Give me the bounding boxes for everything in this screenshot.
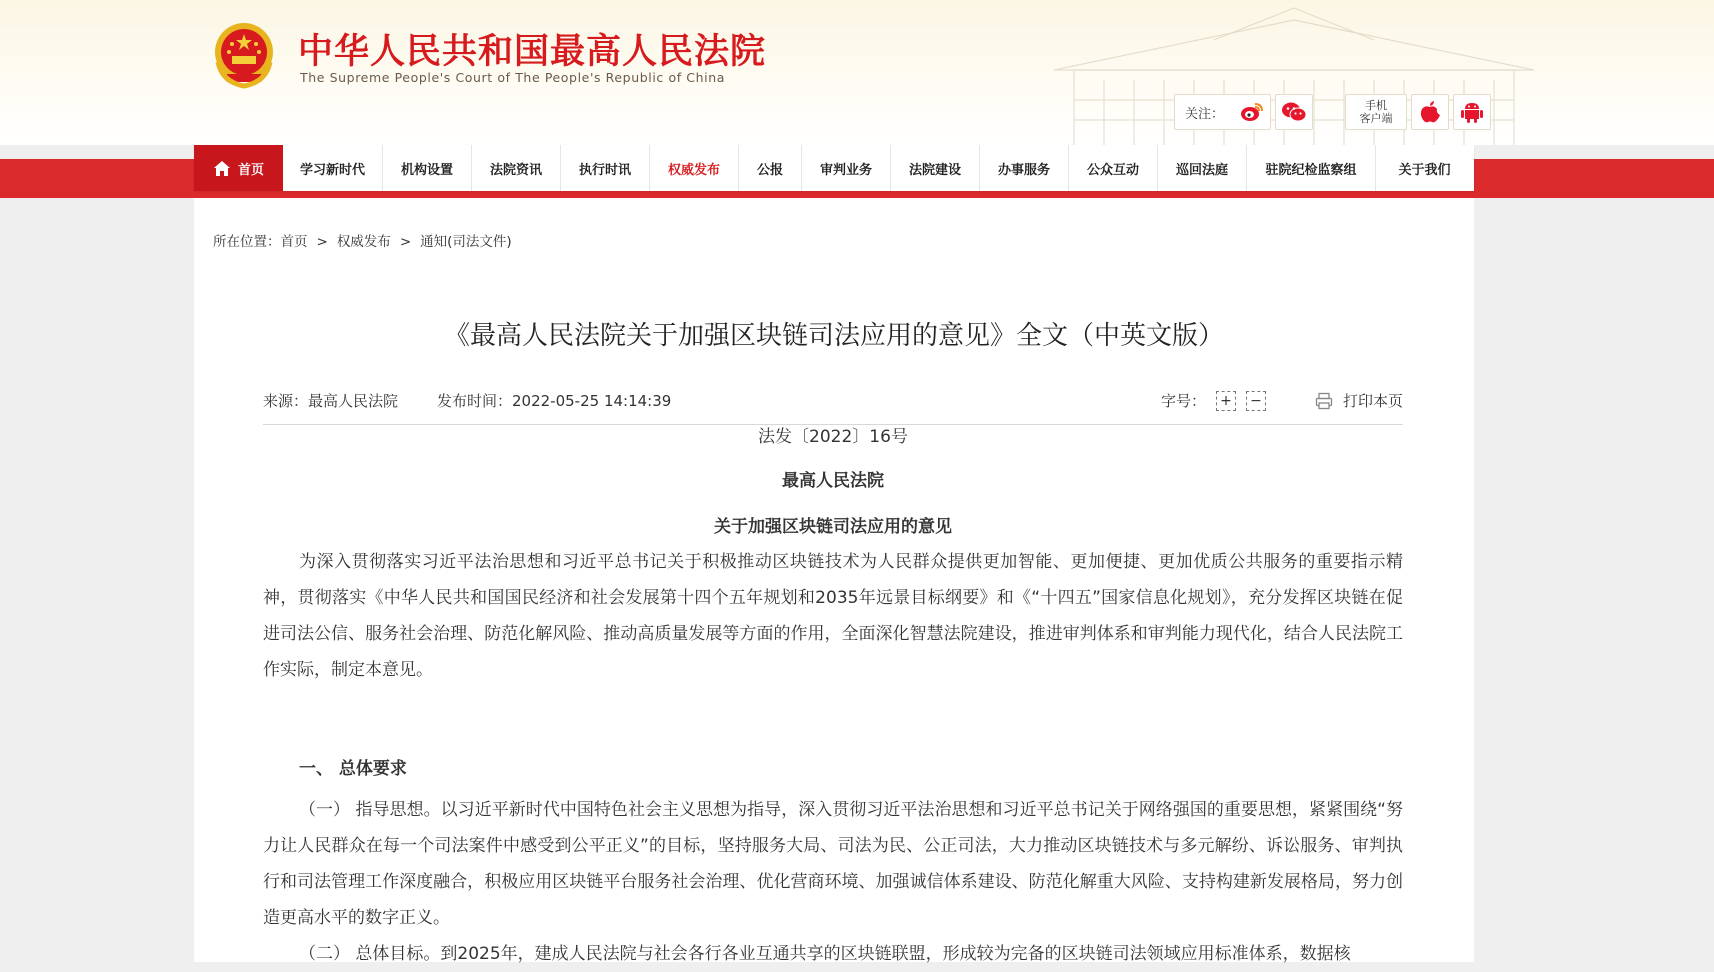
paragraph-guiding-ideology: （一） 指导思想。以习近平新时代中国特色社会主义思想为指导，深入贯彻习近平法治思想和习近平总书记关于网络强国的重要思想，紧紧围绕“努力让人民群众在每一个司法案件中感受到公平正义”的目标，坚持服务大局、司法为民、公正司法，大力推动区块链技术与多元解纷、诉讼服务、审判执行和司法管理工作深度融合，积极应用区块链平台服务社会治理、优化营商环境、加强诚信体系建设、防范化解重大风险、支持构建新发展格局，努力创造更高水平的数字正义。	[263, 800, 1403, 928]
follow-label: 关注：	[1185, 106, 1225, 122]
doc-issuer: 最高人民法院	[782, 471, 884, 491]
doc-number: 法发〔2022〕16号	[758, 427, 908, 447]
breadcrumb-authoritative[interactable]: 权威发布	[336, 234, 391, 250]
site-subtitle: The Supreme People's Court of The People's Republic of China	[300, 70, 725, 85]
nav-item-organization[interactable]: 机构设置	[383, 145, 472, 191]
print-label: 打印本页	[1342, 392, 1403, 410]
spacer	[1317, 94, 1341, 130]
apple-icon	[1419, 100, 1441, 124]
nav-item-trial-business[interactable]: 审判业务	[802, 145, 891, 191]
breadcrumb-notice[interactable]: 通知(司法文件)	[420, 234, 512, 250]
site-title[interactable]: 中华人民共和国最高人民法院	[298, 32, 767, 72]
follow-label-box	[1174, 94, 1271, 130]
article-container	[194, 198, 1474, 962]
breadcrumb-separator: >	[399, 234, 412, 250]
printer-icon	[1315, 392, 1333, 410]
breadcrumb	[213, 230, 512, 250]
paragraph-overall-goals: （二） 总体目标。到2025年，建成人民法院与社会各行各业互通共享的区块链联盟，形成较为完备的区块链司法领域应用标准体系，数据核	[299, 944, 1351, 964]
font-increase-button[interactable]: +	[1216, 391, 1236, 411]
breadcrumb-prefix: 所在位置：	[213, 234, 281, 250]
wechat-button[interactable]	[1275, 94, 1313, 130]
nav-item-gazette[interactable]: 公报	[739, 145, 802, 191]
android-button[interactable]	[1453, 94, 1491, 130]
print-button[interactable]	[1315, 390, 1403, 411]
font-size-controls	[1161, 390, 1266, 411]
main-nav	[194, 145, 1474, 191]
breadcrumb-separator: >	[316, 234, 328, 250]
nav-item-execution-news[interactable]: 执行时讯	[561, 145, 650, 191]
nav-item-study[interactable]: 学习新时代	[283, 145, 383, 191]
section-heading: 一、 总体要求	[299, 759, 407, 779]
nav-item-circuit-court[interactable]: 巡回法庭	[1158, 145, 1247, 191]
weibo-icon[interactable]	[1234, 101, 1270, 123]
nav-item-court-news[interactable]: 法院资讯	[472, 145, 561, 191]
breadcrumb-home[interactable]: 首页	[280, 234, 308, 250]
mobile-client-button[interactable]	[1345, 94, 1407, 130]
nav-item-court-construction[interactable]: 法院建设	[891, 145, 980, 191]
nav-item-authoritative-release[interactable]: 权威发布	[650, 145, 739, 191]
nav-home[interactable]	[194, 145, 283, 191]
nav-home-label: 首页	[237, 162, 264, 178]
follow-bar	[1174, 94, 1491, 130]
article-title: 《最高人民法院关于加强区块链司法应用的意见》全文（中英文版）	[443, 321, 1224, 351]
article-source: 来源：最高人民法院	[263, 392, 399, 410]
national-emblem-icon	[212, 22, 276, 90]
home-icon	[213, 160, 231, 177]
wechat-icon	[1281, 101, 1307, 123]
nav-item-services[interactable]: 办事服务	[980, 145, 1069, 191]
article-meta	[263, 390, 1403, 416]
android-icon	[1461, 100, 1483, 124]
nav-item-public-interaction[interactable]: 公众互动	[1069, 145, 1158, 191]
nav-item-discipline-inspection[interactable]: 驻院纪检监察组	[1247, 145, 1376, 191]
nav-item-about-us[interactable]: 关于我们	[1398, 162, 1451, 178]
intro-paragraph: 为深入贯彻落实习近平法治思想和习近平总书记关于积极推动区块链技术为人民群众提供更加智能、更加便捷、更加优质公共服务的重要指示精神，贯彻落实《中华人民共和国国民经济和社会发展第十四个五年规划和2035年远景目标纲要》和《“十四五”国家信息化规划》，充分发挥区块链在促进司法公信、服务社会治理、防范化解风险、推动高质量发展等方面的作用，全面深化智慧法院建设，推进审判体系和审判能力现代化，结合人民法院工作实际，制定本意见。	[263, 552, 1403, 680]
site-header	[0, 0, 1714, 145]
font-decrease-button[interactable]: −	[1246, 391, 1266, 411]
ios-button[interactable]	[1411, 94, 1449, 130]
mobile-client-line2: 客户端	[1359, 112, 1393, 125]
doc-title: 关于加强区块链司法应用的意见	[714, 517, 952, 537]
mobile-client-line1: 手机	[1365, 99, 1388, 112]
font-size-label: 字号：	[1161, 392, 1207, 410]
article-publish-time: 发布时间：2022-05-25 14:14:39	[437, 392, 672, 410]
